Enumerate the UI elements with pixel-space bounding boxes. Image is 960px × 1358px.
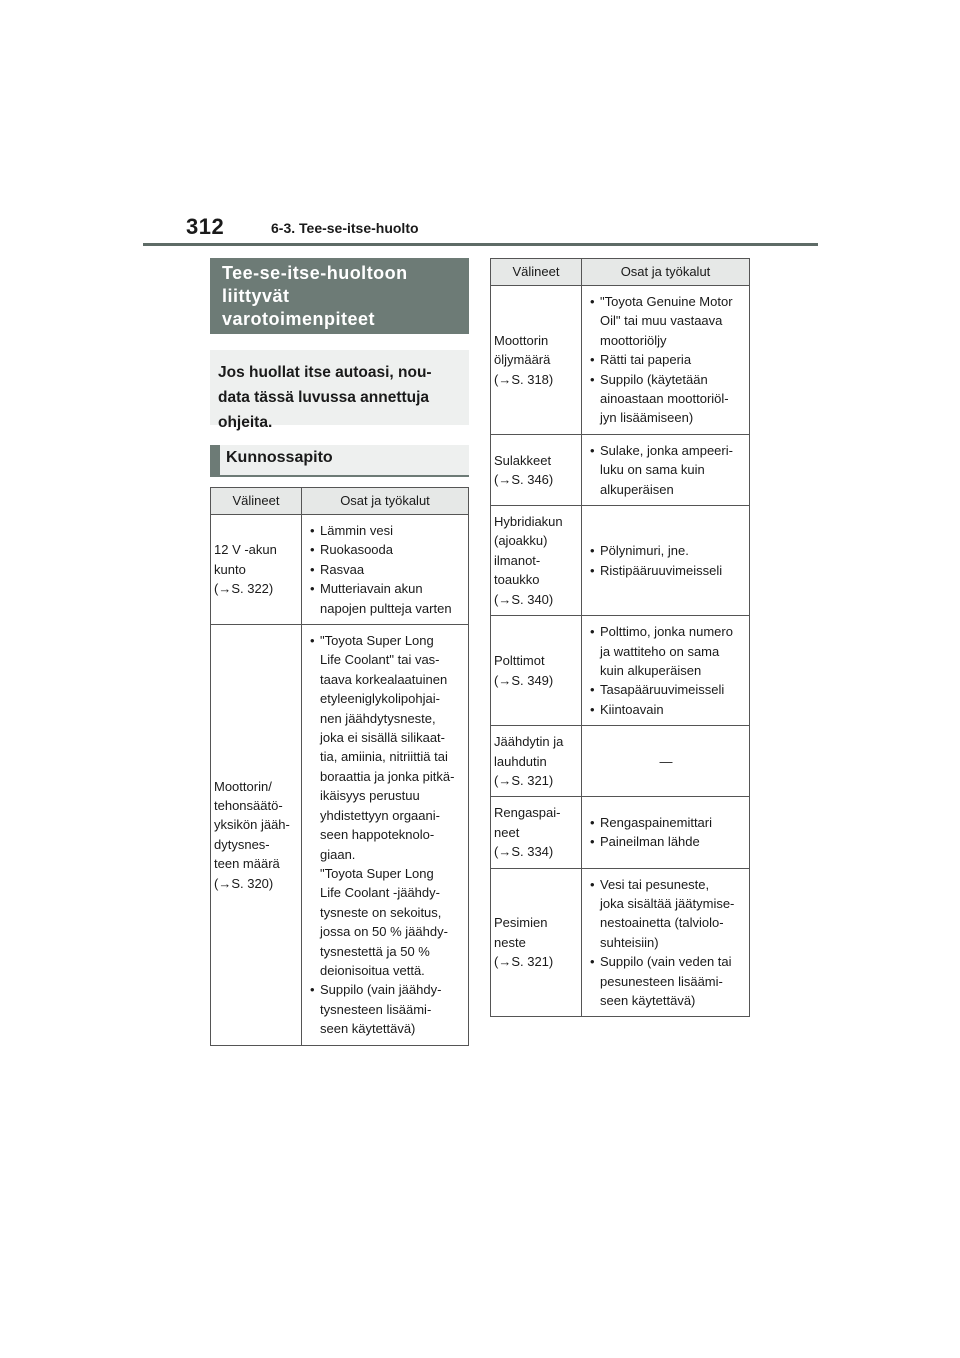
parts-line: • Polttimo, jonka numero (600, 624, 733, 640)
parts-list-item (586, 292, 746, 350)
parts-list (586, 541, 746, 580)
no-parts-dash: — (659, 753, 673, 769)
parts-list (306, 631, 465, 1039)
parts-line: • Tasapääruuvimeisseli (600, 682, 725, 698)
parts-line: luku on sama kuin (600, 462, 705, 478)
parts-line: joka ei sisällä silikaat- (320, 730, 445, 746)
header-items: Välineet (211, 488, 302, 515)
table-header-row (211, 488, 469, 515)
item-line: Pesimien (494, 915, 548, 931)
parts-line: • Ruokasooda (320, 542, 393, 558)
parts-list-item (306, 560, 465, 579)
parts-line: • "Toyota Genuine Motor (600, 294, 733, 309)
parts-line: Life Coolant" tai vas- (320, 652, 440, 668)
item-line: (→S. 321) (494, 954, 554, 970)
item-line: Hybridiakun (494, 514, 563, 530)
parts-line: ikäisyys perustuu (320, 788, 420, 804)
item-line: yksikön jääh- (214, 817, 290, 833)
right-column (490, 258, 750, 1017)
parts-line: taava korkealaatuinen (320, 671, 448, 687)
item-line: Jäähdytin ja (494, 734, 564, 750)
item-line: teen määrä (214, 856, 280, 872)
table-row (211, 515, 469, 625)
parts-line: • Rätti tai paperia (600, 352, 692, 368)
header-parts: Osat ja työkalut (582, 259, 750, 286)
parts-cell (582, 797, 750, 868)
parts-line: seen happoteknolo- (320, 827, 435, 843)
item-line: Polttimot (494, 653, 545, 669)
item-line: (→S. 320) (214, 875, 274, 891)
item-line: (→S. 349) (494, 672, 554, 688)
parts-line: • Vesi tai pesuneste, (600, 876, 710, 892)
item-cell (491, 797, 582, 868)
item-line: dytysnes- (214, 836, 270, 852)
table-row (491, 868, 750, 1017)
item-line: (→S. 318) (494, 371, 554, 387)
parts-cell (582, 616, 750, 726)
parts-line: kuin alkuperäisen (600, 662, 702, 678)
item-cell (211, 515, 302, 625)
parts-line: Oil" tai muu vastaava (600, 313, 723, 329)
item-cell (491, 286, 582, 435)
item-line: toaukko (494, 572, 540, 588)
item-line: tehonsäätö- (214, 797, 283, 813)
page-number: 312 (186, 214, 225, 239)
parts-line: tysnesteen lisäämi- (320, 1001, 432, 1017)
table-row (491, 797, 750, 868)
parts-line: tysneste on sekoitus, (320, 904, 442, 920)
parts-list (586, 813, 746, 852)
parts-line: ja wattiteho on sama (600, 643, 720, 659)
parts-line: • Suppilo (vain jäähdy- (320, 982, 442, 998)
parts-list-item (586, 832, 746, 851)
maintenance-table-right (490, 258, 750, 1017)
parts-list-item (586, 441, 746, 499)
table-body (491, 286, 750, 1017)
parts-list-item (586, 350, 746, 369)
table-body (211, 515, 469, 1046)
section-title (210, 258, 469, 334)
table-row (491, 286, 750, 435)
parts-line: yhdistettyyn orgaani- (320, 807, 440, 823)
parts-list-item (306, 579, 465, 618)
parts-list-item (586, 541, 746, 560)
parts-list-item (586, 370, 746, 428)
item-line: ilmanot- (494, 552, 541, 568)
header-parts: Osat ja työkalut (302, 488, 469, 515)
item-line: Sulakkeet (494, 452, 552, 468)
parts-line: suhteisiin) (600, 934, 659, 950)
table-row (491, 616, 750, 726)
parts-line: nen jäähdytysneste, (320, 710, 436, 726)
parts-line: • Mutteriavain akun (320, 581, 423, 597)
parts-list-item (306, 631, 465, 980)
parts-line: • Sulake, jonka ampeeri- (600, 442, 733, 458)
left-column (210, 258, 469, 1046)
parts-list (586, 441, 746, 499)
item-line: 12 V -akun (214, 542, 277, 558)
maintenance-table-left (210, 487, 469, 1046)
parts-line: deionisoitua vettä. (320, 962, 425, 978)
intro-line: data tässä luvussa annettuja (218, 389, 430, 406)
item-line: (→S. 346) (494, 471, 554, 487)
item-line: (→S. 322) (214, 581, 274, 597)
intro-line: Jos huollat itse autoasi, nou- (218, 364, 432, 381)
parts-line: jyn lisäämiseen) (600, 410, 694, 426)
parts-list (586, 622, 746, 719)
parts-list (306, 521, 465, 618)
table-row (211, 625, 469, 1046)
parts-line: joka sisältää jäätymise- (600, 895, 735, 911)
item-cell (491, 868, 582, 1017)
parts-line: etyleeniglykolipohjai- (320, 691, 440, 707)
item-line: öljymäärä (494, 352, 551, 368)
parts-list-item (586, 875, 746, 953)
parts-line: • Pölynimuri, jne. (600, 543, 689, 559)
intro-note (210, 350, 469, 431)
parts-cell (582, 434, 750, 505)
item-cell (211, 625, 302, 1046)
section-title-line: liittyvät (222, 286, 290, 306)
parts-line: nestoainetta (talviolo- (600, 915, 724, 931)
parts-list-item (586, 561, 746, 580)
item-line: neet (494, 824, 520, 840)
parts-line: • Paineilman lähde (600, 834, 700, 850)
parts-line: • Lämmin vesi (320, 523, 393, 538)
header-rule (143, 243, 818, 246)
parts-line: boraattia ja jonka pitkä- (320, 768, 455, 784)
subheading-maintenance: Kunnossapito (210, 445, 469, 475)
parts-list-item (586, 680, 746, 699)
item-line: Rengaspai- (494, 805, 561, 821)
parts-line: napojen pultteja varten (320, 600, 452, 616)
item-line: kunto (214, 561, 246, 577)
parts-line: seen käytettävä) (320, 1021, 416, 1037)
parts-line: • "Toyota Super Long (320, 633, 434, 649)
section-title-line: varotoimenpiteet (222, 309, 376, 329)
parts-list-item (586, 952, 746, 1010)
table-row (491, 434, 750, 505)
item-cell (491, 434, 582, 505)
table-row (491, 726, 750, 797)
intro-line: ohjeita. (218, 414, 273, 431)
parts-list-item (306, 521, 465, 540)
item-line: Moottorin (494, 332, 549, 348)
parts-line: • Suppilo (käytetään (600, 371, 708, 387)
parts-line: • Suppilo (vain veden tai (600, 954, 732, 970)
parts-cell (302, 515, 469, 625)
section-label: 6-3. Tee-se-itse-huolto (271, 220, 419, 236)
parts-line: ainoastaan moottoriöl- (600, 391, 729, 407)
item-cell (491, 506, 582, 616)
parts-line: • Rengaspainemittari (600, 815, 713, 831)
parts-list-item (306, 980, 465, 1038)
parts-list-item (306, 540, 465, 559)
parts-line: • Ristipääruuvimeisseli (600, 562, 723, 578)
parts-line: tia, amiinia, nitriittiä tai (320, 749, 448, 765)
parts-list-item (586, 622, 746, 680)
subheading-rule (210, 475, 469, 477)
parts-list (586, 292, 746, 428)
header-items: Välineet (491, 259, 582, 286)
item-line: neste (494, 934, 526, 950)
parts-cell (582, 726, 750, 797)
parts-list-item (586, 813, 746, 832)
parts-cell (582, 506, 750, 616)
item-line: (→S. 321) (494, 772, 554, 788)
parts-line: tysnestettä ja 50 % (320, 943, 430, 959)
item-cell (491, 726, 582, 797)
item-line: lauhdutin (494, 753, 547, 769)
parts-list (586, 875, 746, 1011)
parts-line: Life Coolant -jäähdy- (320, 885, 440, 901)
parts-line: • Kiintoavain (600, 701, 664, 717)
table-row (491, 506, 750, 616)
parts-line: jossa on 50 % jäähdy- (320, 924, 448, 940)
section-title-line: Tee-se-itse-huoltoon (222, 263, 408, 283)
parts-line: • Rasvaa (320, 561, 365, 577)
parts-cell (582, 868, 750, 1017)
parts-cell (302, 625, 469, 1046)
item-line: (→S. 340) (494, 591, 554, 607)
parts-line: "Toyota Super Long (320, 865, 434, 881)
table-header-row (491, 259, 750, 286)
parts-line: seen käytettävä) (600, 993, 696, 1008)
parts-list-item (586, 700, 746, 719)
parts-line: pesunesteen lisäämi- (600, 973, 723, 989)
item-line: Moottorin/ (214, 778, 272, 794)
parts-line: giaan. (320, 846, 356, 862)
item-line: (ajoakku) (494, 533, 548, 549)
item-line: (→S. 334) (494, 844, 554, 860)
item-cell (491, 616, 582, 726)
parts-cell (582, 286, 750, 435)
parts-line: moottoriöljy (600, 332, 667, 348)
parts-line: alkuperäisen (600, 481, 674, 497)
